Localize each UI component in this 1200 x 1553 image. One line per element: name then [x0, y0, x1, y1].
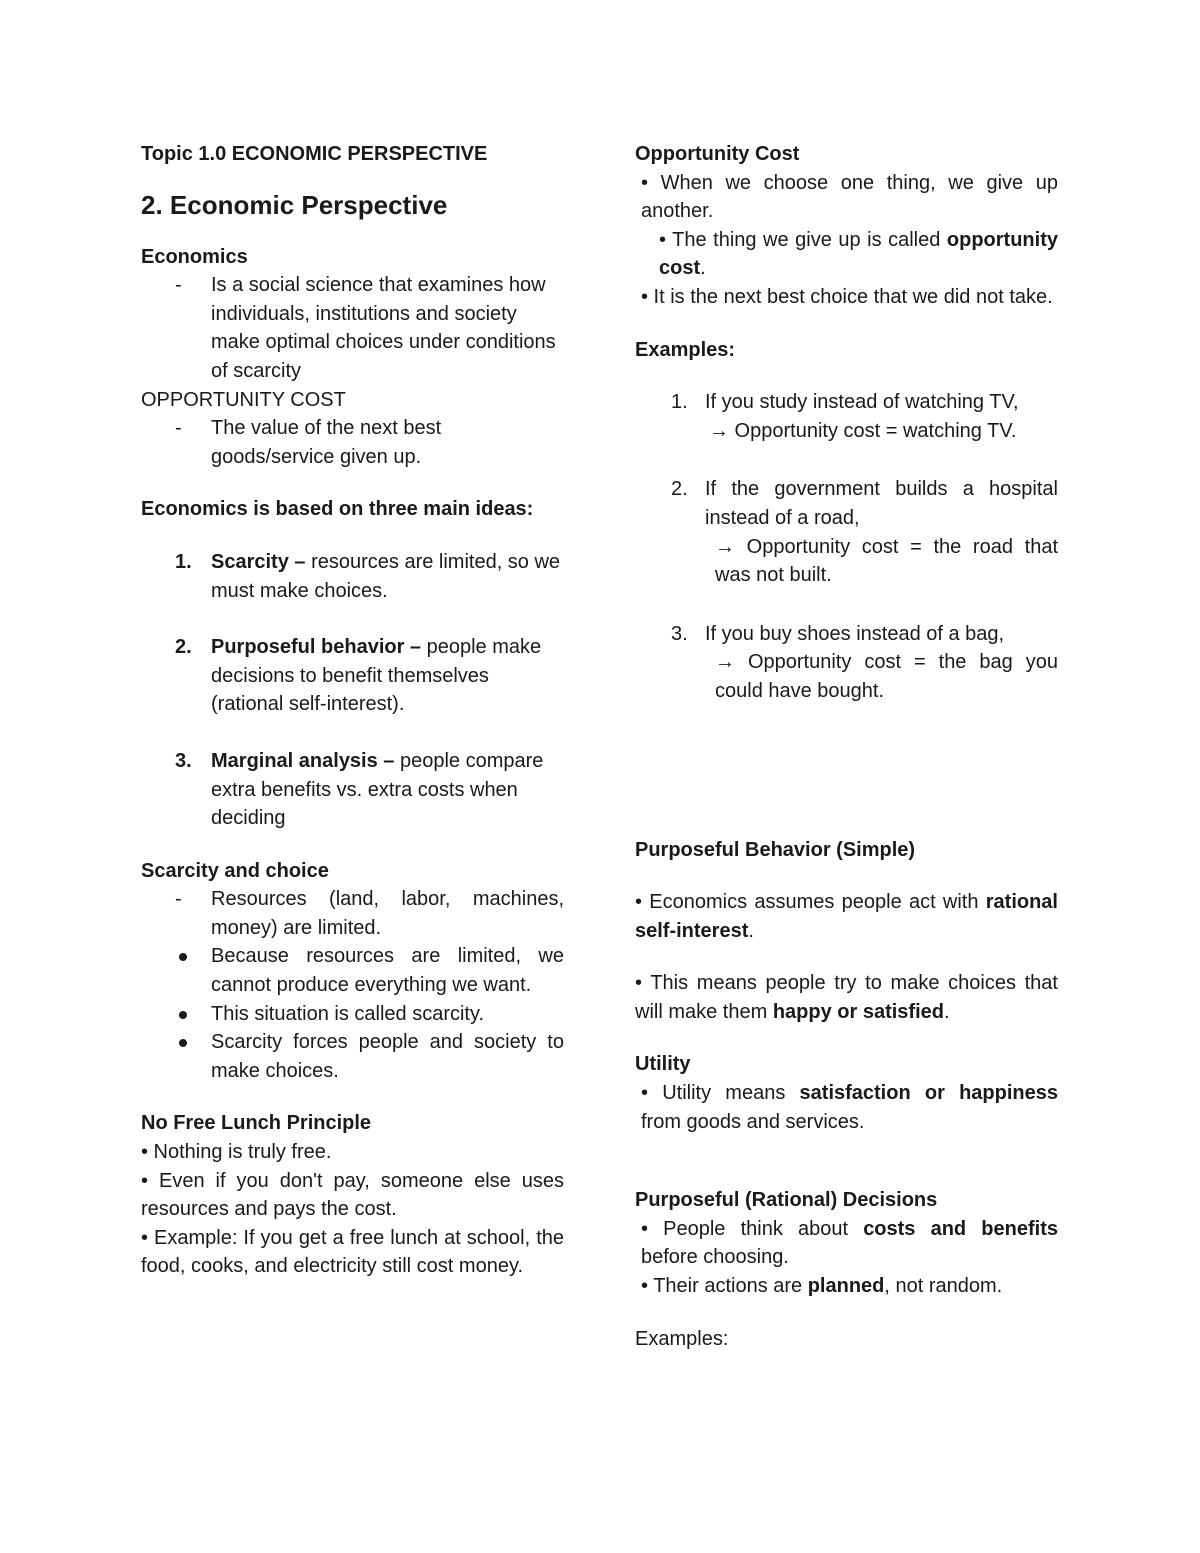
list-number: 1. [175, 550, 192, 573]
examples-label: Examples: [635, 1327, 729, 1350]
opportunity-cost-definition: - The value of the next best goods/service given up. [141, 414, 564, 471]
line-bold: satisfaction or happiness [799, 1082, 1058, 1105]
line-bold: opportunity cost [659, 228, 1058, 280]
scarcity-dash-list [141, 885, 564, 942]
scarcity-bullet-list [141, 942, 564, 1085]
list-number: 3. [175, 749, 192, 772]
idea-text: people compare extra benefits vs. extra costs when deciding [211, 749, 544, 830]
economics-definition-list [141, 271, 564, 385]
list-number: 2. [175, 636, 192, 659]
three-ideas-heading: Economics is based on three main ideas: [141, 498, 534, 521]
purposeful-behavior-line [635, 888, 1058, 945]
rational-decisions-heading: Purposeful (Rational) Decisions [635, 1189, 938, 1212]
examples-heading: Examples: [635, 338, 736, 361]
line-text: . [943, 1000, 950, 1023]
line-text: . [700, 257, 706, 280]
purposeful-behavior-heading: Purposeful Behavior (Simple) [635, 838, 916, 861]
idea-text: resources are limited, so we must make choices. [211, 550, 561, 602]
list-item: This situation is called scarcity. [141, 1000, 564, 1029]
example-arrow: → Opportunity cost = the road that was not built. [715, 535, 1058, 587]
idea-term: Marginal analysis – [211, 749, 395, 772]
opportunity-cost-line [635, 226, 1058, 283]
idea-text: people make decisions to benefit themselves (rational self-interest). [211, 636, 542, 716]
line-text: . [748, 919, 754, 942]
line-text: • Their actions are [641, 1275, 808, 1298]
line-bold: rational self-interest [635, 891, 1058, 942]
example-text: If the government builds a hospital instead of a road, [705, 478, 1058, 529]
line-bold: happy or satisfied [772, 1000, 944, 1023]
right-column [635, 140, 1058, 1353]
list-item [635, 620, 1058, 706]
line-text: • Economics assumes people act with [635, 891, 986, 914]
line-text: • The thing we give up is called [659, 228, 947, 251]
three-ideas-list [141, 548, 564, 833]
line-text: • This means people try to make choices that will make them [635, 972, 1058, 1023]
utility-heading: Utility [635, 1053, 691, 1076]
example-arrow: → Opportunity cost = the bag you could have bought. [715, 651, 1058, 702]
example-text: If you buy shoes instead of a bag, [705, 622, 1005, 645]
list-item [141, 633, 564, 719]
opportunity-cost-line: • It is the next best choice that we did not take. [641, 285, 1053, 308]
list-item: Scarcity forces people and society to make choices. [141, 1028, 564, 1085]
example-arrow: → Opportunity cost = watching TV. [709, 419, 1017, 442]
list-number: 1. [671, 391, 688, 414]
list-item [141, 747, 564, 833]
line-text: • Utility means [641, 1082, 800, 1105]
list-item [635, 388, 1058, 445]
free-lunch-item: • Example: If you get a free lunch at school, the food, cooks, and electricity still cost money. [141, 1226, 564, 1278]
economics-definition: - Is a social science that examines how individuals, institutions and society make optimal choices under conditions of scarcity [141, 271, 564, 385]
line-bold: planned [807, 1275, 885, 1298]
idea-term: Scarcity – [211, 550, 306, 573]
list-number: 3. [671, 622, 688, 645]
opportunity-cost-heading: OPPORTUNITY COST [141, 388, 346, 411]
line-text: from goods and services. [641, 1110, 865, 1133]
line-text: before choosing. [641, 1246, 789, 1269]
topic-title: Topic 1.0 ECONOMIC PERSPECTIVE [141, 143, 488, 165]
economics-heading: Economics [141, 245, 248, 268]
free-lunch-item: • Even if you don't pay, someone else uses resources and pays the cost. [141, 1169, 564, 1221]
scarcity-heading: Scarcity and choice [141, 859, 329, 882]
line-bold: costs and benefits [863, 1217, 1058, 1240]
rational-decisions-line [635, 1272, 1058, 1301]
opportunity-cost-line: • When we choose one thing, we give up another. [641, 171, 1058, 223]
idea-term: Purposeful behavior – [211, 636, 422, 659]
list-item: - Resources (land, labor, machines, money) are limited. [141, 885, 564, 942]
utility-line [635, 1079, 1058, 1136]
line-text: • People think about [641, 1217, 864, 1240]
left-column [141, 140, 564, 1281]
opportunity-cost-section-heading: Opportunity Cost [635, 143, 800, 165]
free-lunch-heading: No Free Lunch Principle [141, 1112, 372, 1135]
free-lunch-item: • Nothing is truly free. [141, 1141, 332, 1164]
list-item [635, 475, 1058, 589]
examples-list [635, 388, 1058, 705]
line-text: , not random. [884, 1275, 1003, 1298]
example-text: If you study instead of watching TV, [705, 391, 1019, 414]
list-item [141, 548, 564, 605]
page-title: 2. Economic Perspective [141, 189, 448, 220]
list-item: Because resources are limited, we cannot produce everything we want. [141, 942, 564, 999]
purposeful-behavior-line [635, 969, 1058, 1026]
rational-decisions-line [635, 1215, 1058, 1272]
list-number: 2. [671, 478, 688, 501]
opportunity-cost-definition-list [141, 414, 564, 471]
